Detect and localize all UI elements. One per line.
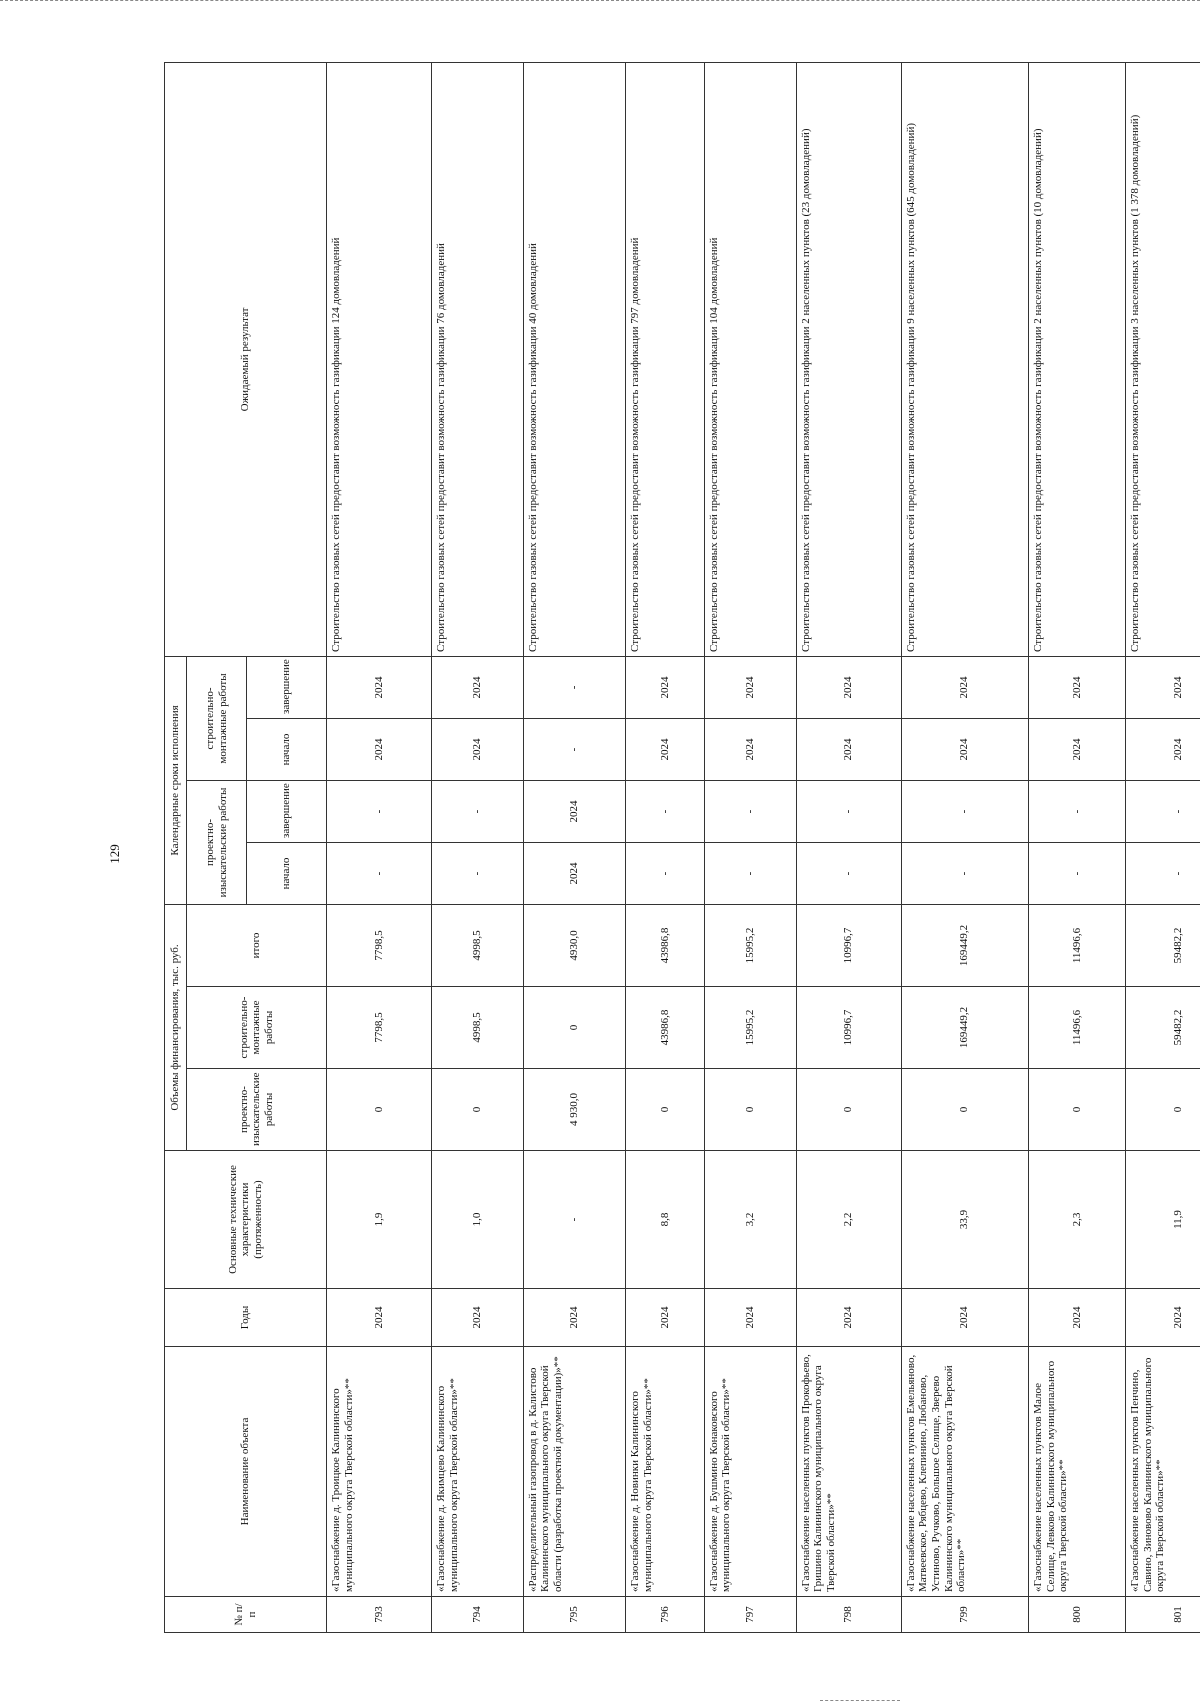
header-pir-end: завершение <box>247 780 327 842</box>
row-result: Строительство газовых сетей предоставит возможность газификации 2 населенных пунктов (10 домовладений) <box>1028 62 1125 656</box>
row-fin-smr: 59482,2 <box>1125 987 1200 1069</box>
header-calendar: Календарные сроки исполнения <box>165 656 187 904</box>
row-smr-start: 2024 <box>796 718 901 780</box>
row-year: 2024 <box>327 1289 432 1347</box>
row-pir-start: - <box>431 842 523 904</box>
row-fin-total: 4930,0 <box>523 904 625 986</box>
row-pir-start: 2024 <box>523 842 625 904</box>
row-num: 793 <box>327 1597 432 1633</box>
header-cal-smr: строительно-монтажные работы <box>187 656 247 780</box>
row-fin-smr: 169449,2 <box>901 987 1028 1069</box>
row-smr-end: 2024 <box>704 656 796 718</box>
header-finance: Объемы финансирования, тыс. руб. <box>165 904 187 1150</box>
row-num: 800 <box>1028 1597 1125 1633</box>
row-pir-end: - <box>626 780 705 842</box>
row-fin-pir: 0 <box>796 1069 901 1151</box>
row-smr-start: 2024 <box>626 718 705 780</box>
row-num: 797 <box>704 1597 796 1633</box>
header-pir-start: начало <box>247 842 327 904</box>
row-fin-smr: 43986,8 <box>626 987 705 1069</box>
header-fin-pir: проектно-изыскательские работы <box>187 1069 327 1151</box>
row-smr-start: - <box>523 718 625 780</box>
row-name: «Газоснабжение д. Троицкое Калининского муниципального округа Тверской области»** <box>327 1347 432 1597</box>
table-row <box>704 62 796 1632</box>
row-fin-pir: 4 930,0 <box>523 1069 625 1151</box>
row-length: 1,9 <box>327 1151 432 1289</box>
row-fin-pir: 0 <box>1028 1069 1125 1151</box>
row-fin-smr: 0 <box>523 987 625 1069</box>
row-pir-start: - <box>1028 842 1125 904</box>
row-length: 2,2 <box>796 1151 901 1289</box>
row-pir-start: - <box>796 842 901 904</box>
row-length: 33,9 <box>901 1151 1028 1289</box>
row-pir-start: - <box>901 842 1028 904</box>
row-fin-total: 7798,5 <box>327 904 432 986</box>
row-result: Строительство газовых сетей предоставит возможность газификации 76 домовладений <box>431 62 523 656</box>
row-result: Строительство газовых сетей предоставит возможность газификации 9 населенных пунктов (645 домовладений) <box>901 62 1028 656</box>
row-fin-smr: 4998,5 <box>431 987 523 1069</box>
row-fin-total: 169449,2 <box>901 904 1028 986</box>
row-pir-end: - <box>1125 780 1200 842</box>
row-result: Строительство газовых сетей предоставит возможность газификации 3 населенных пунктов (1 378 домовладений) <box>1125 62 1200 656</box>
row-pir-end: - <box>796 780 901 842</box>
row-length: 11,9 <box>1125 1151 1200 1289</box>
header-years: Годы <box>165 1289 327 1347</box>
row-year: 2024 <box>704 1289 796 1347</box>
row-pir-end: - <box>1028 780 1125 842</box>
table-row <box>327 62 432 1632</box>
row-fin-total: 4998,5 <box>431 904 523 986</box>
row-fin-total: 11496,6 <box>1028 904 1125 986</box>
row-num: 801 <box>1125 1597 1200 1633</box>
scan-bottom-mark <box>820 1700 900 1701</box>
rotated-table-container <box>164 63 1200 1633</box>
row-pir-start: - <box>704 842 796 904</box>
row-name: «Распределительный газопровод в д. Калистово Калининского муниципального округа Тверской области (разработка проектной документации)»** <box>523 1347 625 1597</box>
row-smr-end: 2024 <box>626 656 705 718</box>
header-result: Ожидаемый результат <box>165 62 327 656</box>
row-result: Строительство газовых сетей предоставит возможность газификации 40 домовладений <box>523 62 625 656</box>
row-fin-pir: 0 <box>704 1069 796 1151</box>
row-fin-pir: 0 <box>901 1069 1028 1151</box>
row-smr-start: 2024 <box>1125 718 1200 780</box>
row-smr-start: 2024 <box>704 718 796 780</box>
row-fin-total: 10996,7 <box>796 904 901 986</box>
row-pir-end: - <box>901 780 1028 842</box>
row-num: 798 <box>796 1597 901 1633</box>
table-row <box>431 62 523 1632</box>
row-result: Строительство газовых сетей предоставит возможность газификации 104 домовладений <box>704 62 796 656</box>
row-year: 2024 <box>901 1289 1028 1347</box>
row-pir-end: - <box>704 780 796 842</box>
gasification-table <box>164 62 1200 1633</box>
row-smr-end: 2024 <box>796 656 901 718</box>
row-fin-pir: 0 <box>1125 1069 1200 1151</box>
header-fin-total: итого <box>187 904 327 986</box>
row-name: «Газоснабжение населенных пунктов Прокофьево, Гришино Калининского муниципального округа Тверской области»** <box>796 1347 901 1597</box>
row-fin-smr: 10996,7 <box>796 987 901 1069</box>
row-length: - <box>523 1151 625 1289</box>
row-name: «Газоснабжение населенных пунктов Пенчино, Савино, Зиновово Калининского муниципального округа Тверской области»** <box>1125 1347 1200 1597</box>
table-row <box>626 62 705 1632</box>
row-year: 2024 <box>1028 1289 1125 1347</box>
page-number: 129 <box>106 844 122 864</box>
row-smr-start: 2024 <box>1028 718 1125 780</box>
row-pir-start: - <box>626 842 705 904</box>
table-row <box>1125 62 1200 1632</box>
row-pir-start: - <box>327 842 432 904</box>
row-smr-start: 2024 <box>901 718 1028 780</box>
header-num: № п/п <box>165 1597 327 1633</box>
row-fin-total: 59482,2 <box>1125 904 1200 986</box>
table-row <box>901 62 1028 1632</box>
row-pir-end: 2024 <box>523 780 625 842</box>
row-year: 2024 <box>431 1289 523 1347</box>
row-year: 2024 <box>626 1289 705 1347</box>
row-name: «Газоснабжение населенных пунктов Емельяновo, Матвеевское, Рябцево, Клепинино, Любаново, Устиново, Ручково, Большое Селище, Зверево Калининского муниципального округа Тверской области»** <box>901 1347 1028 1597</box>
row-name: «Газоснабжение д. Новинки Калининского муниципального округа Тверской области»** <box>626 1347 705 1597</box>
row-num: 796 <box>626 1597 705 1633</box>
row-result: Строительство газовых сетей предоставит возможность газификации 124 домовладений <box>327 62 432 656</box>
row-pir-end: - <box>327 780 432 842</box>
header-tech: Основные технические характеристики (протяженность) <box>165 1151 327 1289</box>
row-num: 799 <box>901 1597 1028 1633</box>
row-smr-end: 2024 <box>431 656 523 718</box>
row-fin-smr: 15995,2 <box>704 987 796 1069</box>
row-num: 795 <box>523 1597 625 1633</box>
row-pir-end: - <box>431 780 523 842</box>
row-result: Строительство газовых сетей предоставит возможность газификации 2 населенных пунктов (23 домовладений) <box>796 62 901 656</box>
header-fin-smr: строительно-монтажные работы <box>187 987 327 1069</box>
table-body <box>327 62 1200 1632</box>
row-fin-total: 43986,8 <box>626 904 705 986</box>
row-fin-smr: 11496,6 <box>1028 987 1125 1069</box>
row-year: 2024 <box>1125 1289 1200 1347</box>
row-smr-end: 2024 <box>1125 656 1200 718</box>
row-smr-end: 2024 <box>1028 656 1125 718</box>
row-pir-start: - <box>1125 842 1200 904</box>
row-year: 2024 <box>796 1289 901 1347</box>
row-num: 794 <box>431 1597 523 1633</box>
table-row <box>523 62 625 1632</box>
row-fin-total: 15995,2 <box>704 904 796 986</box>
row-fin-smr: 7798,5 <box>327 987 432 1069</box>
row-smr-end: - <box>523 656 625 718</box>
table-row <box>796 62 901 1632</box>
row-length: 8,8 <box>626 1151 705 1289</box>
row-name: «Газоснабжение д. Якимцево Калининского муниципального округа Тверской области»** <box>431 1347 523 1597</box>
header-smr-start: начало <box>247 718 327 780</box>
header-name: Наименование объекта <box>165 1347 327 1597</box>
row-length: 2,3 <box>1028 1151 1125 1289</box>
row-name: «Газоснабжение населенных пунктов Малое Селище, Левково Калининского муниципального округа Тверской области»** <box>1028 1347 1125 1597</box>
header-cal-pir: проектно-изыскательские работы <box>187 780 247 904</box>
row-smr-end: 2024 <box>327 656 432 718</box>
row-fin-pir: 0 <box>327 1069 432 1151</box>
row-length: 3,2 <box>704 1151 796 1289</box>
scan-top-edge <box>0 0 1200 5</box>
row-fin-pir: 0 <box>431 1069 523 1151</box>
header-smr-end: завершение <box>247 656 327 718</box>
row-smr-start: 2024 <box>431 718 523 780</box>
row-smr-start: 2024 <box>327 718 432 780</box>
row-name: «Газоснабжение д. Бушмино Конаковского муниципального округа Тверской области»** <box>704 1347 796 1597</box>
row-result: Строительство газовых сетей предоставит возможность газификации 797 домовладений <box>626 62 705 656</box>
row-length: 1,0 <box>431 1151 523 1289</box>
row-smr-end: 2024 <box>901 656 1028 718</box>
row-fin-pir: 0 <box>626 1069 705 1151</box>
table-row <box>1028 62 1125 1632</box>
row-year: 2024 <box>523 1289 625 1347</box>
